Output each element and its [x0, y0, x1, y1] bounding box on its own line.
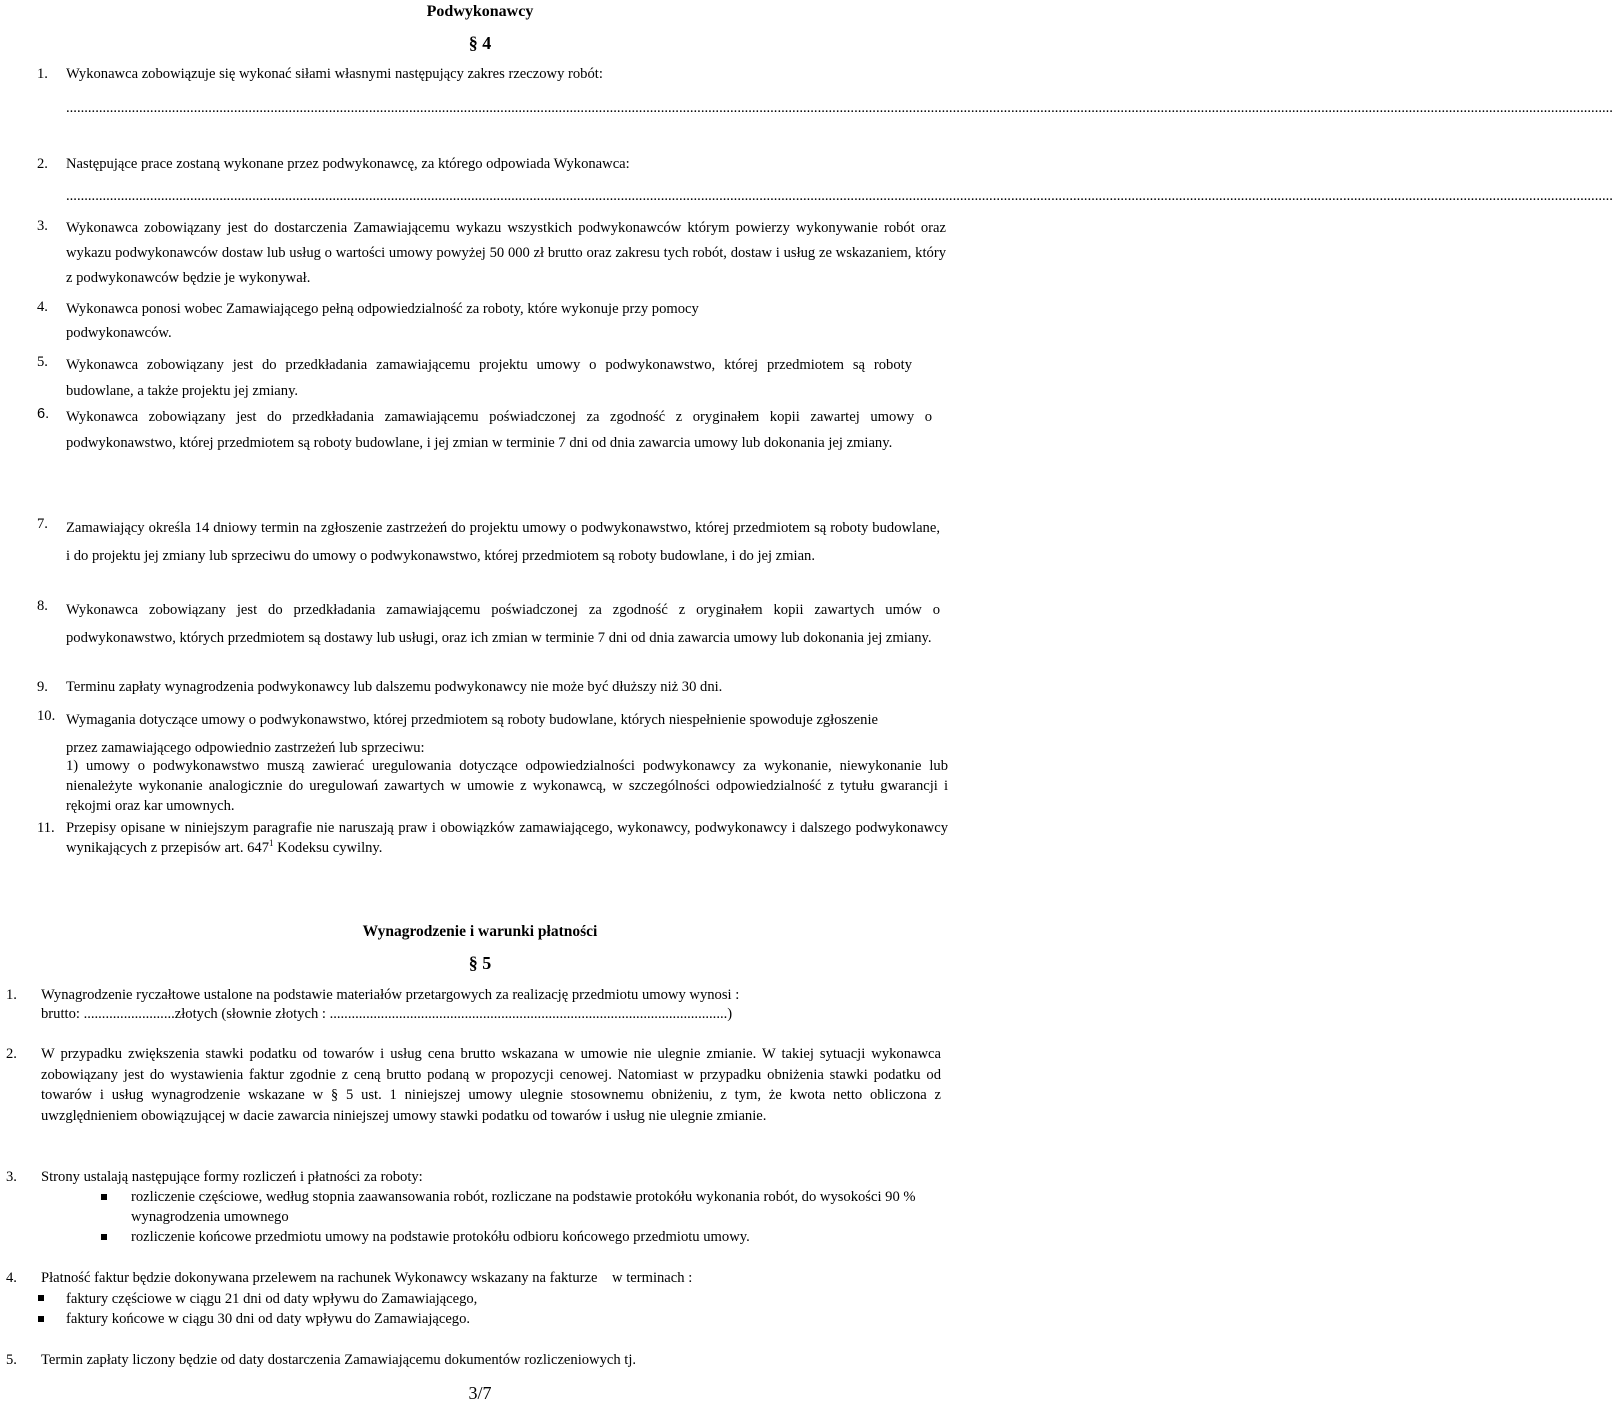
item-number: 7. — [37, 516, 48, 532]
item-text-tail: Kodeksu cywilny. — [273, 840, 383, 856]
fill-in-line: ........................................................................................................................................................................................................................................................................................................................................................................................................................................ — [66, 188, 1613, 204]
item-number: 2. — [37, 156, 48, 172]
item-text: Wykonawca zobowiązany jest do przedkładania zamawiającemu poświadczonej za zgodność z oryginałem kopii zawartej umowy o podwykonawstwo, której przedmiotem są roboty budowlane, i jej zmian w terminie 7 dni od dnia zawarcia umowy lub dokonania jej zmiany. — [66, 409, 932, 451]
item-number: 3. — [37, 218, 48, 234]
fill-in-line: ........................................................................................................................................................................................................................................................................................................................................................................................................................................ — [66, 100, 1613, 116]
item-number: 11. — [37, 820, 55, 836]
item-number: 5. — [37, 354, 48, 370]
item-number: 3. — [6, 1169, 17, 1185]
item-text: Terminu zapłaty wynagrodzenia podwykonawcy lub dalszemu podwykonawcy nie może być dłuższy niż 30 dni. — [66, 679, 723, 695]
bullet-marker — [38, 1316, 44, 1322]
item-text-line2: brutto: .........................złotych (słownie złotych : .............................................................................................................) — [41, 1006, 733, 1022]
bullet-text: faktury częściowe w ciągu 21 dni od daty wpływu do Zamawiającego, — [66, 1291, 478, 1307]
bullet-marker — [101, 1194, 107, 1200]
bullet-text: faktury końcowe w ciągu 30 dni od daty wpływu do Zamawiającego. — [66, 1311, 471, 1327]
section-4-marker: § 4 — [468, 33, 492, 53]
item-number: 1. — [37, 66, 48, 82]
item-text — [66, 818, 948, 858]
item-text: Strony ustalają następujące formy rozliczeń i płatności za roboty: — [41, 1169, 423, 1185]
item-text: Termin zapłaty liczony będzie od daty dostarczenia Zamawiającemu dokumentów rozliczeniowych tj. — [41, 1352, 637, 1368]
bullet-marker — [38, 1295, 44, 1301]
item-text: W przypadku zwiększenia stawki podatku od towarów i usług cena brutto wskazana w umowie nie ulegnie zmianie. W takiej sytuacji wykonawca zobowiązany jest do wystawienia faktur zgodnie z ceną brutto podaną w propozycji cenowej. Natomiast w przypadku obniżenia stawki podatku od towarów i usług wynagrodzenie wskazane w § 5 ust. 1 niniejszej umowy ulegnie stosownemu obniżeniu, z tym, że kwota netto obliczona z uwzględnieniem obowiązującej w dacie zawarcia niniejszej umowy stawki podatku od towarów i usług nie ulegnie zmianie. — [41, 1046, 941, 1124]
item-number: 9. — [37, 679, 48, 695]
item-text: Płatność faktur będzie dokonywana przelewem na rachunek Wykonawcy wskazany na fakturze w terminach : — [41, 1270, 693, 1286]
item-text: Następujące prace zostaną wykonane przez podwykonawcę, za którego odpowiada Wykonawca: — [66, 156, 630, 172]
bullet-text: rozliczenie częściowe, według stopnia zaawansowania robót, rozliczane na podstawie protokółu wykonania robót, do wysokości 90 % wynagrodzenia umownego — [131, 1189, 916, 1225]
item-text: Wykonawca zobowiązany jest do przedkładania zamawiającemu projektu umowy o podwykonawstwo, której przedmiotem są roboty budowlane, a także projektu jej zmiany. — [66, 357, 912, 399]
item-text: Wykonawca zobowiązany jest do dostarczenia Zamawiającemu wykazu wszystkich podwykonawców którym powierzy wykonywanie robót oraz wykazu podwykonawców dostaw lub usług o wartości umowy powyżej 50 000 zł brutto oraz zakresu tych robót, dostaw i usług ze wskazaniem, który z podwykonawców będzie je wykonywał. — [66, 220, 946, 286]
item-text: Wykonawca zobowiązany jest do przedkładania zamawiającemu poświadczonej za zgodność z oryginałem kopii zawartych umów o podwykonawstwo, których przedmiotem są dostawy lub usługi, oraz ich zmian w terminie 7 dni od dnia zawarcia umowy lub dokonania jej zmiany. — [66, 602, 940, 646]
bullet-marker — [101, 1234, 107, 1240]
item-text: Zamawiający określa 14 dniowy termin na zgłoszenie zastrzeżeń do projektu umowy o podwykonawstwo, której przedmiotem są roboty budowlane, i do projektu jej zmiany lub sprzeciwu do umowy o podwykonawstwo, której przedmiotem są roboty budowlane, i do jej zmian. — [66, 520, 940, 564]
item-number: 4. — [37, 299, 48, 315]
item-number: 1. — [6, 987, 17, 1003]
section-5-marker: § 5 — [468, 953, 492, 973]
item-number: 6. — [37, 406, 50, 422]
item-text: Wynagrodzenie ryczałtowe ustalone na podstawie materiałów przetargowych za realizację przedmiotu umowy wynosi : — [41, 987, 740, 1003]
item-number: 4. — [6, 1270, 17, 1286]
item-subpoint: 1) umowy o podwykonawstwo muszą zawierać uregulowania dotyczące odpowiedzialności podwykonawcy za wykonanie, niewykonanie lub nienależyte wykonanie analogicznie do uregulowań zawartych w umowie z wykonawcą, w szczególności odpowiedzialność z tytułu gwarancji i rękojmi oraz kar umownych. — [66, 758, 948, 814]
heading-remuneration: Wynagrodzenie i warunki płatności — [362, 923, 598, 940]
item-text: Wymagania dotyczące umowy o podwykonawstwo, której przedmiotem są roboty budowlane, których niespełnienie spowoduje zgłoszenie przez zamawiającego odpowiednio zastrzeżeń lub sprzeciwu: — [66, 712, 878, 756]
item-number: 2. — [6, 1046, 17, 1062]
page-number: 3/7 — [468, 1383, 492, 1403]
bullet-text: rozliczenie końcowe przedmiotu umowy na podstawie protokółu odbioru końcowego przedmiotu umowy. — [131, 1229, 750, 1245]
item-number: 10. — [37, 708, 56, 724]
item-number: 5. — [6, 1352, 17, 1368]
item-text: Wykonawca zobowiązuje się wykonać siłami własnymi następujący zakres rzeczowy robót: — [66, 66, 603, 82]
item-text-main: Przepisy opisane w niniejszym paragrafie nie naruszają praw i obowiązków zamawiającego, wykonawcy, podwykonawcy i dalszego podwykonawcy wynikających z przepisów art. 647 — [66, 820, 948, 856]
item-number: 8. — [37, 598, 48, 614]
heading-subcontractors: Podwykonawcy — [426, 3, 534, 20]
item-text: Wykonawca ponosi wobec Zamawiającego pełną odpowiedzialność za roboty, które wykonuje przy pomocy podwykonawców. — [66, 301, 699, 341]
superscript: 1 — [269, 838, 274, 849]
